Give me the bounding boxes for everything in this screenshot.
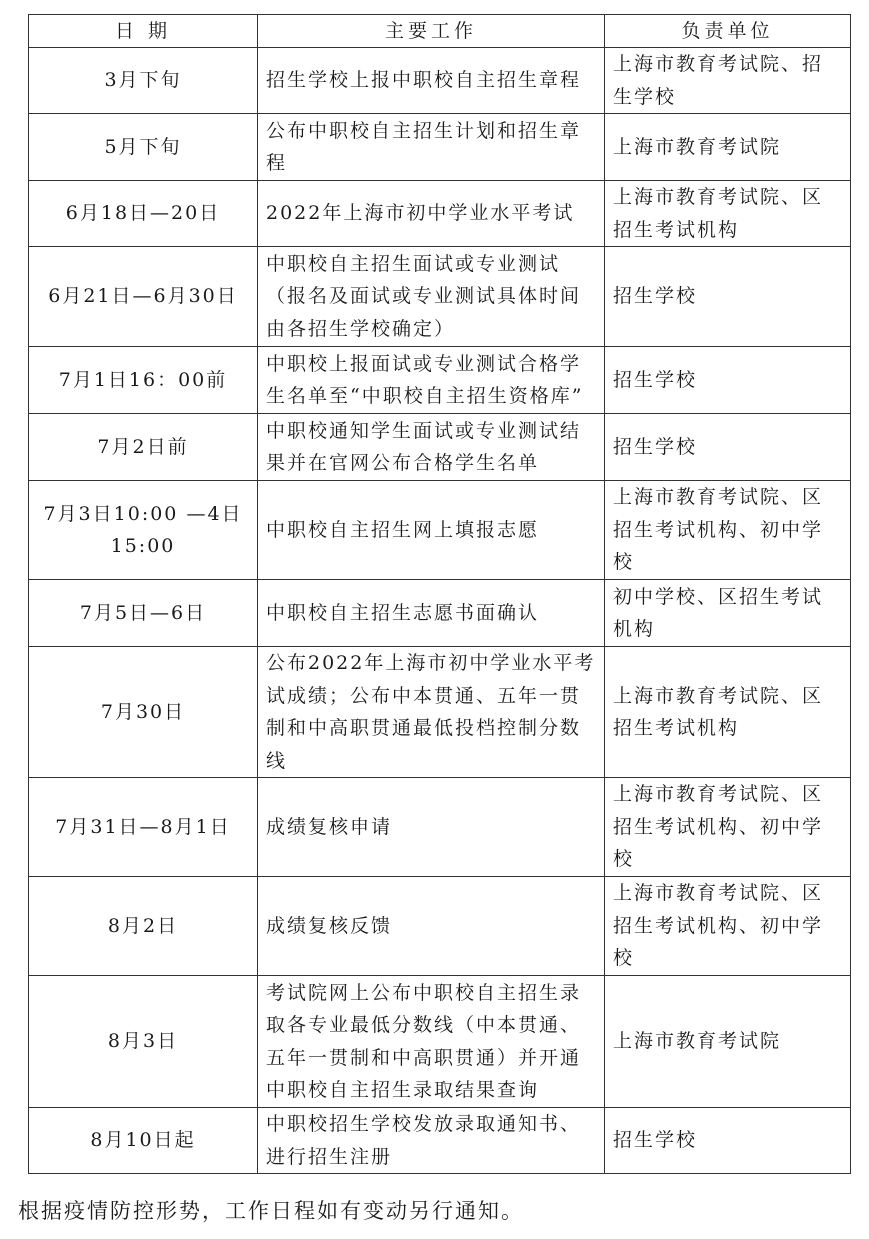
table-row — [29, 976, 851, 1108]
row-task: 中职校招生学校发放录取通知书、进行招生注册 — [258, 1108, 605, 1174]
table-row — [29, 647, 851, 778]
row-unit: 上海市教育考试院 — [605, 976, 851, 1108]
row-task: 考试院网上公布中职校自主招生录取各专业最低分数线（中本贯通、五年一贯制和中高职贯通）并开通中职校自主招生录取结果查询 — [258, 976, 605, 1108]
header-unit: 负责单位 — [605, 15, 851, 48]
row-unit: 上海市教育考试院、区招生考试机构、初中学校 — [605, 481, 851, 580]
row-date: 8月10日起 — [29, 1108, 258, 1174]
row-unit: 上海市教育考试院、区招生考试机构、初中学校 — [605, 778, 851, 877]
footnote: 根据疫情防控形势，工作日程如有变动另行通知。 — [18, 1199, 524, 1223]
table-row — [29, 114, 851, 181]
row-date: 7月31日—8月1日 — [29, 778, 258, 877]
row-unit: 上海市教育考试院、区招生考试机构、初中学校 — [605, 877, 851, 976]
row-task: 成绩复核反馈 — [258, 877, 605, 976]
row-task: 成绩复核申请 — [258, 778, 605, 877]
row-unit: 招生学校 — [605, 247, 851, 347]
row-task: 中职校通知学生面试或专业测试结果并在官网公布合格学生名单 — [258, 414, 605, 481]
row-task: 公布2022年上海市初中学业水平考试成绩；公布中本贯通、五年一贯制和中高职贯通最低投档控制分数线 — [258, 647, 605, 778]
row-date: 7月30日 — [29, 647, 258, 778]
table-row — [29, 247, 851, 347]
table-row — [29, 347, 851, 414]
schedule-table — [28, 14, 851, 1174]
row-task: 招生学校上报中职校自主招生章程 — [258, 48, 605, 114]
row-date: 8月3日 — [29, 976, 258, 1108]
row-date: 7月2日前 — [29, 414, 258, 481]
table-row — [29, 48, 851, 114]
row-date: 6月18日—20日 — [29, 181, 258, 247]
row-task: 中职校自主招生网上填报志愿 — [258, 481, 605, 580]
row-unit: 招生学校 — [605, 347, 851, 414]
row-date: 5月下旬 — [29, 114, 258, 181]
row-task: 2022年上海市初中学业水平考试 — [258, 181, 605, 247]
table-row — [29, 481, 851, 580]
row-task: 公布中职校自主招生计划和招生章程 — [258, 114, 605, 181]
row-task: 中职校自主招生志愿书面确认 — [258, 580, 605, 647]
row-unit: 上海市教育考试院 — [605, 114, 851, 181]
row-task: 中职校上报面试或专业测试合格学生名单至“中职校自主招生资格库” — [258, 347, 605, 414]
row-date: 7月3日10:00 —4日15:00 — [29, 481, 258, 580]
header-task: 主要工作 — [258, 15, 605, 48]
table-row — [29, 414, 851, 481]
row-unit: 初中学校、区招生考试机构 — [605, 580, 851, 647]
table-row — [29, 778, 851, 877]
row-unit: 上海市教育考试院、区招生考试机构 — [605, 647, 851, 778]
row-date: 3月下旬 — [29, 48, 258, 114]
table-header-row — [29, 15, 851, 48]
table-row — [29, 181, 851, 247]
table-row — [29, 1108, 851, 1174]
table-row — [29, 580, 851, 647]
row-date: 6月21日—6月30日 — [29, 247, 258, 347]
row-date: 8月2日 — [29, 877, 258, 976]
row-unit: 招生学校 — [605, 1108, 851, 1174]
row-unit: 上海市教育考试院、区招生考试机构 — [605, 181, 851, 247]
row-unit: 上海市教育考试院、招生学校 — [605, 48, 851, 114]
row-task: 中职校自主招生面试或专业测试（报名及面试或专业测试具体时间由各招生学校确定） — [258, 247, 605, 347]
row-date: 7月1日16：00前 — [29, 347, 258, 414]
row-date: 7月5日—6日 — [29, 580, 258, 647]
table-row — [29, 877, 851, 976]
header-date: 日 期 — [29, 15, 258, 48]
row-unit: 招生学校 — [605, 414, 851, 481]
